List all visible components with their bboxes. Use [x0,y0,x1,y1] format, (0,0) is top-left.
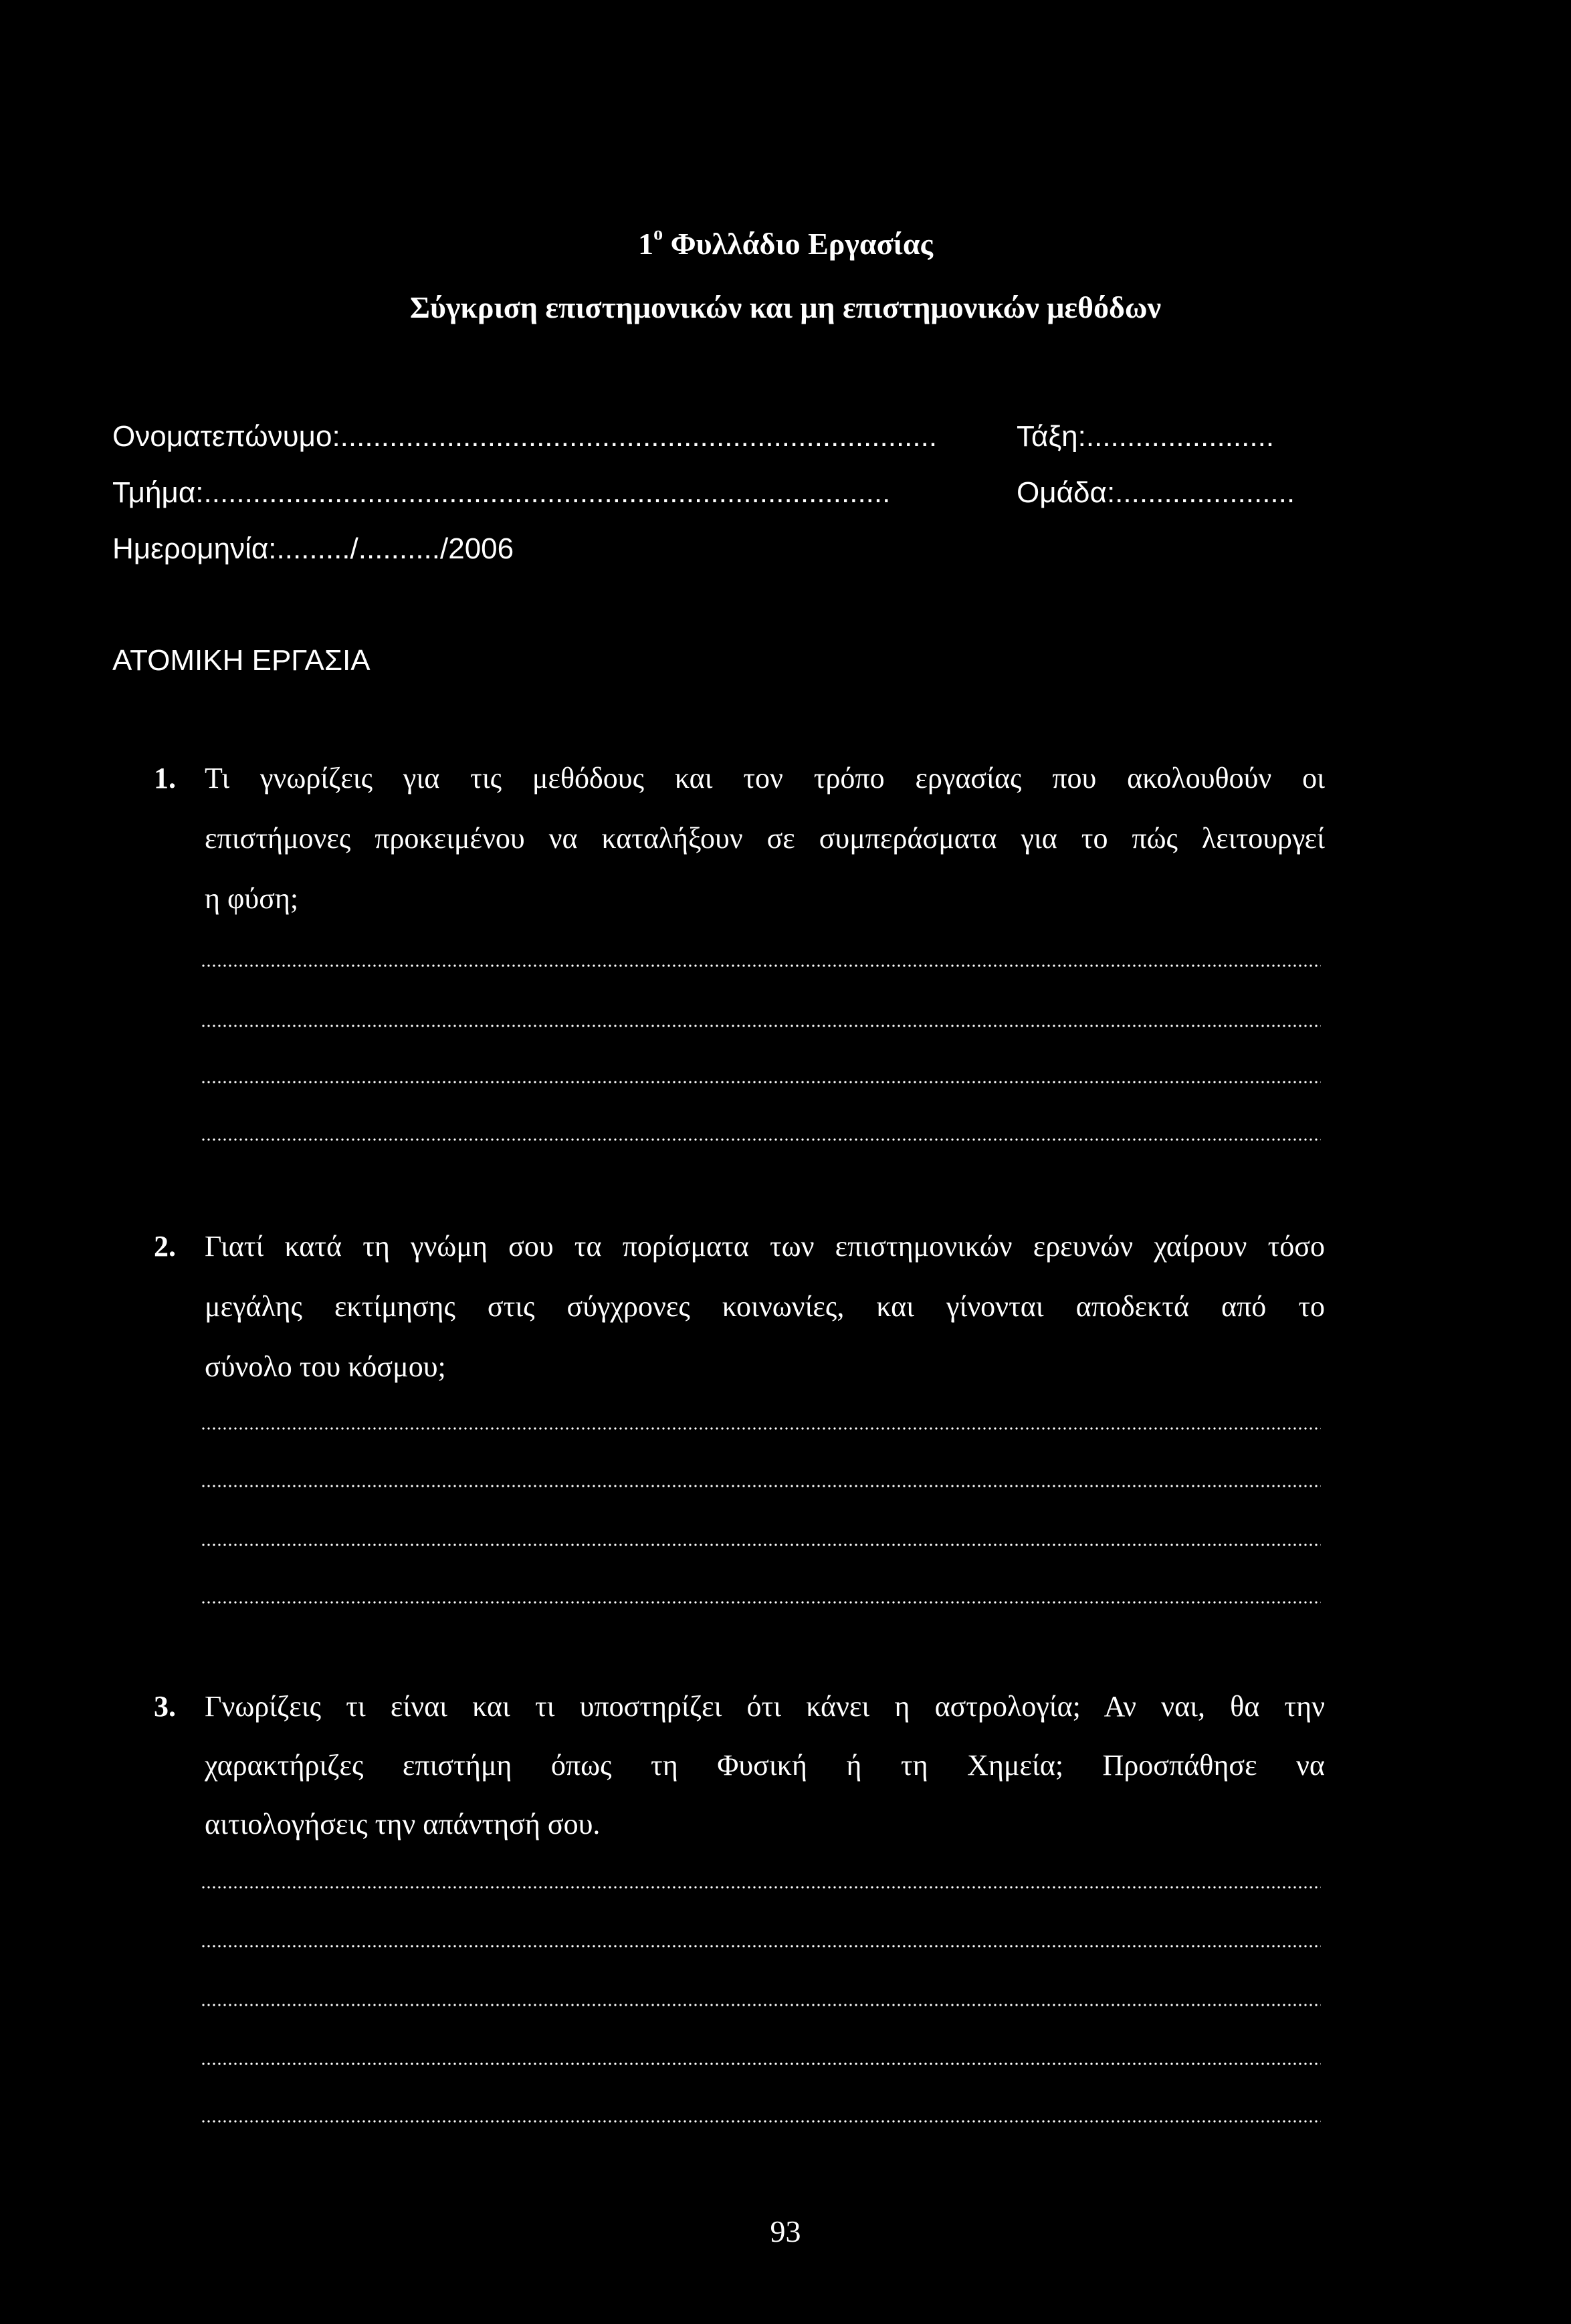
page-number: 93 [770,2214,801,2248]
answer-line[interactable] [201,1079,1321,1085]
answer-line[interactable] [201,1426,1321,1431]
question-3-number: 3. [154,1690,176,1723]
question-2-line-3: σύνολο του κόσμου; [205,1350,446,1383]
question-1-line-2: επιστήμονες προκειμένου να καταλήξουν σε συμπεράσματα για το πώς λειτουργεί [205,822,1325,855]
answer-line[interactable] [201,1600,1321,1605]
department-field[interactable]: Τμήμα:.................................................................................... [112,476,891,509]
question-3-line-1: Γνωρίζεις τι είναι και τι υποστηρίζει ότι κάνει η αστρολογία; Αν ναι, θα την [205,1690,1325,1723]
section-heading: ΑΤΟΜΙΚΗ ΕΡΓΑΣΙΑ [112,644,371,677]
answer-line[interactable] [201,1542,1321,1548]
answer-line[interactable] [201,1885,1321,1890]
question-3-line-3: αιτιολογήσεις την απάντησή σου. [205,1808,601,1840]
answer-line[interactable] [201,1943,1321,1949]
question-3-line-2: χαρακτήριζες επιστήμη όπως τη Φυσική ή τη Χημεία; Προσπάθησε να [205,1749,1325,1782]
answer-line[interactable] [201,2119,1321,2124]
title-number: 1 [638,227,654,261]
question-1-line-3: η φύση; [205,882,299,915]
group-field[interactable]: Ομάδα:...................... [1017,476,1295,509]
answer-line[interactable] [201,1483,1321,1489]
question-2-line-1: Γιατί κατά τη γνώμη σου τα πορίσματα των επιστημονικών ερευνών χαίρουν τόσο [205,1230,1325,1263]
answer-line[interactable] [201,1137,1321,1142]
question-1-line-1: Τι γνωρίζεις για τις μεθόδους και τον τρόπο εργασίας που ακολουθούν οι [205,762,1325,795]
answer-line[interactable] [201,2002,1321,2008]
worksheet-subtitle: Σύγκριση επιστημονικών και μη επιστημονικών μεθόδων [409,290,1162,324]
date-field[interactable]: Ημερομηνία:........./........../2006 [112,532,514,565]
answer-line[interactable] [201,2061,1321,2067]
title-superscript: ο [653,223,663,244]
question-2-line-2: μεγάλης εκτίμησης στις σύγχρονες κοινωνίες, και γίνονται αποδεκτά από το [205,1290,1325,1323]
title-text: Φυλλάδιο Εργασίας [670,227,933,261]
answer-line[interactable] [201,963,1321,968]
question-1-number: 1. [154,762,176,795]
class-field[interactable]: Τάξη:....................... [1017,420,1275,453]
worksheet-title [0,223,1571,261]
name-field[interactable]: Ονοματεπώνυμο:......................................................................... [112,420,938,453]
answer-line[interactable] [201,1023,1321,1029]
question-2-number: 2. [154,1230,176,1263]
